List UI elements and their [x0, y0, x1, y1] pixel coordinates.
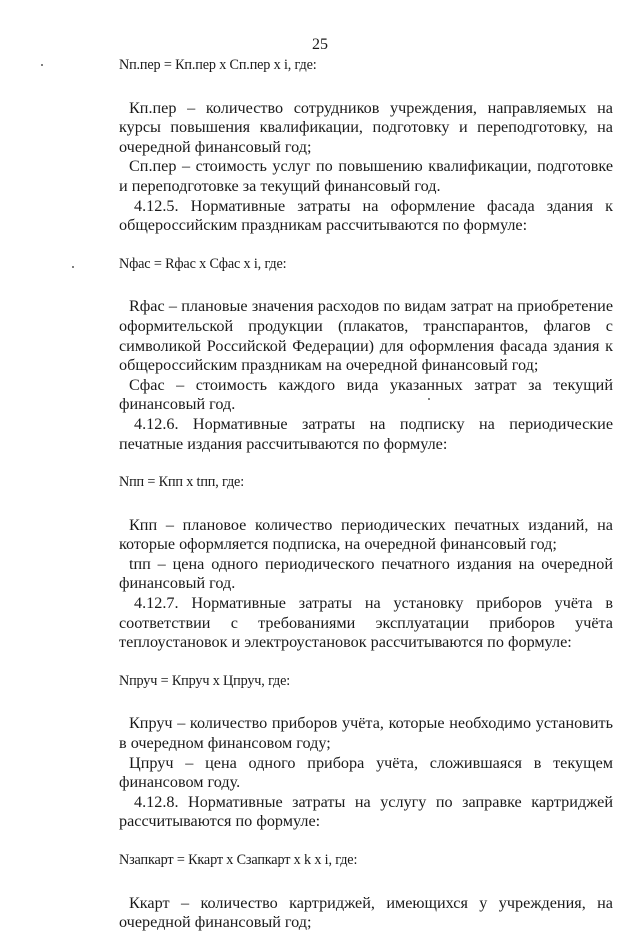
section-4-12-5: 4.12.5. Нормативные затраты на оформление фасада здания к общероссийским праздникам рассчитываются по формуле:: [119, 196, 613, 235]
section-4-12-6: 4.12.6. Нормативные затраты на подписку на периодические печатные издания рассчитываются по формуле:: [119, 414, 613, 453]
page-number: 25: [312, 36, 328, 53]
formula-subscription-costs: Nпп = Кпп х tпп, где:: [119, 474, 245, 491]
definition-sfas: Сфас – стоимость каждого вида указанных затрат за текущий финансовый год.: [119, 375, 613, 414]
definition-kkart: Ккарт – количество картриджей, имеющихся у учреждения, на очередной финансовый год;: [119, 893, 613, 932]
scan-speck: [41, 64, 43, 66]
definition-tspruch: Цпруч – цена одного прибора учёта, сложившаяся в текущем финансовом году.: [119, 753, 613, 792]
definition-rfas: Rфас – плановые значения расходов по видам затрат на приобретение оформительской продукции (плакатов, транспарантов, флагов с символикой Российской Федерации) для оформления фасада здания к общероссийским праздникам на очередной финансовый год;: [119, 297, 613, 375]
definition-kpper: Кп.пер – количество сотрудников учреждения, направляемых на курсы повышения квалификации, подготовку и переподготовку, на очередной финансовый год;: [119, 98, 613, 156]
document-body: [119, 56, 613, 933]
formula-meter-costs: Nпруч = Кпруч х Цпруч, где:: [119, 672, 291, 689]
formula-facade-costs: Nфас = Rфас х Сфас х i, где:: [119, 255, 287, 272]
section-4-12-7: 4.12.7. Нормативные затраты на установку приборов учёта в соответствии с требованиями эксплуатации приборов учёта теплоустановок и электроустановок рассчитываются по формуле:: [119, 594, 613, 652]
definition-kpp: Кпп – плановое количество периодических печатных изданий, на которые оформляется подписка, на очередной финансовый год;: [119, 515, 613, 554]
definition-tpp: tпп – цена одного периодического печатного издания на очередной финансовый год.: [119, 554, 613, 593]
formula-cartridge-costs: Nзапкарт = Ккарт х Сзапкарт х k х i, где:: [119, 852, 358, 868]
scan-speck: [72, 266, 74, 268]
definition-spper: Сп.пер – стоимость услуг по повышению квалификации, подготовке и переподготовке за текущий финансовый год.: [119, 157, 613, 195]
definition-kpruch: Кпруч – количество приборов учёта, которые необходимо установить в очередном финансовом году;: [119, 714, 613, 753]
section-4-12-8: 4.12.8. Нормативные затраты на услугу по заправке картриджей рассчитываются по формуле:: [119, 792, 613, 831]
formula-training-costs: Nп.пер = Кп.пер х Сп.пер х i, где:: [119, 57, 317, 73]
